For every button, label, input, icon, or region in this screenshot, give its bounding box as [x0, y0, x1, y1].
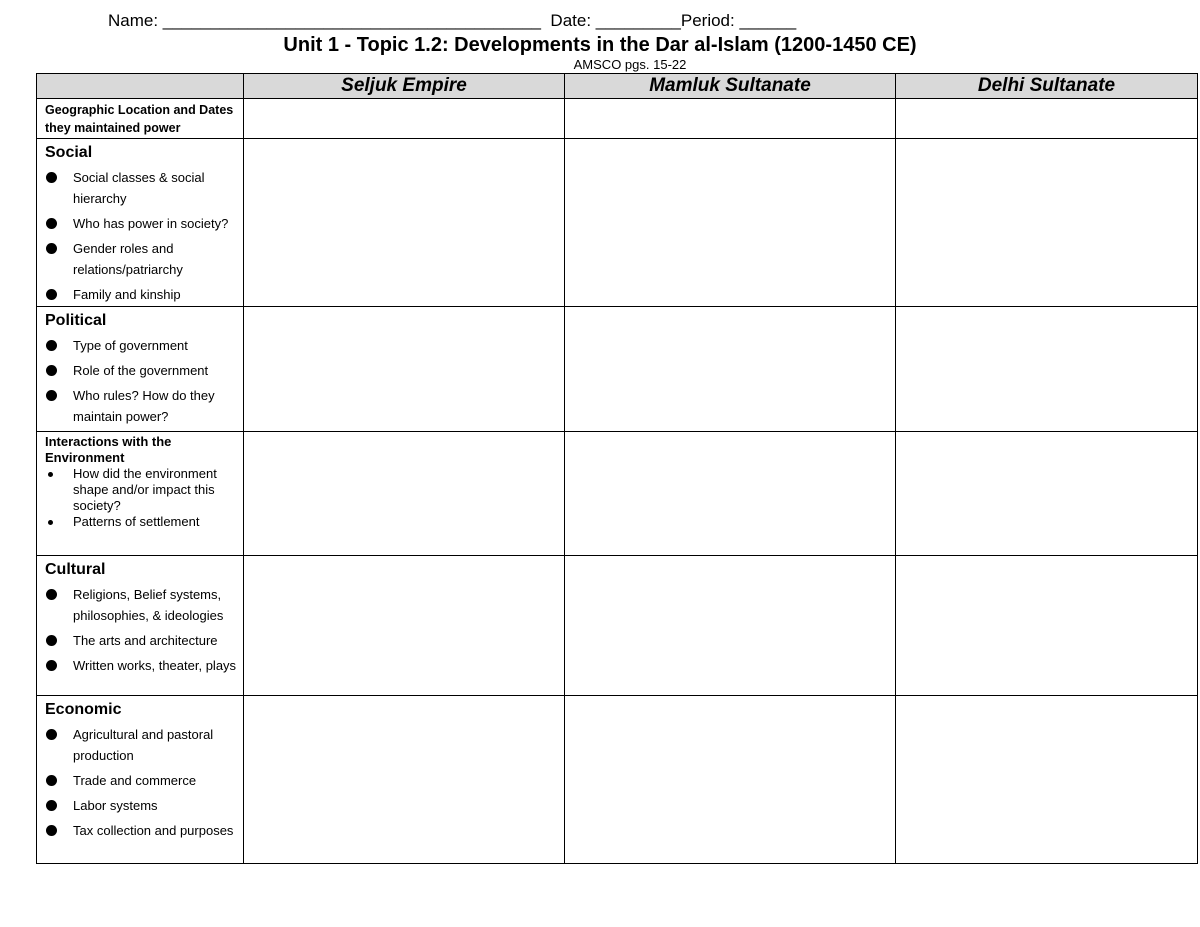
bullet-text: Gender roles and relations/patriarchy [73, 241, 183, 277]
row-cultural [37, 556, 1198, 696]
answer-cell-mamluk-economic[interactable] [565, 696, 896, 864]
list-item [45, 167, 239, 209]
list-item [45, 655, 239, 676]
cultural-bullet-list [45, 584, 239, 676]
answer-cell-seljuk-geo[interactable] [244, 99, 565, 139]
list-item [45, 284, 239, 305]
bullet-icon [48, 520, 53, 525]
row-label-cell [37, 99, 244, 139]
bullet-icon [46, 289, 57, 300]
cultural-title: Cultural [45, 561, 106, 578]
bullet-text: Social classes & social hierarchy [73, 170, 205, 206]
row-economic [37, 696, 1198, 864]
answer-cell-seljuk-political[interactable] [244, 307, 565, 432]
bullet-text: Religions, Belief systems, philosophies, & ideologies [73, 587, 224, 623]
bullet-text: Written works, theater, plays [73, 658, 237, 673]
political-bullet-list [45, 335, 239, 427]
geographic-location-label: Geographic Location and Dates they maintained power [45, 103, 234, 135]
list-item [45, 770, 239, 791]
answer-cell-delhi-geo[interactable] [896, 99, 1198, 139]
answer-cell-seljuk-environment[interactable] [244, 432, 565, 556]
list-item [45, 335, 239, 356]
environment-bullet-list [45, 466, 239, 530]
list-item [45, 724, 239, 766]
row-label-cell [37, 432, 244, 556]
bullet-text: How did the environment shape and/or impact this society? [73, 466, 217, 513]
list-item [45, 238, 239, 280]
list-item [45, 584, 239, 626]
list-item [45, 385, 239, 427]
economic-bullet-list [45, 724, 239, 841]
list-item [45, 820, 239, 841]
worksheet-subtitle: AMSCO pgs. 15-22 [573, 57, 687, 72]
answer-cell-delhi-economic[interactable] [896, 696, 1198, 864]
bullet-text: Who has power in society? [73, 216, 229, 231]
environment-title: Interactions with the Environment [45, 434, 172, 465]
bullet-icon [46, 589, 57, 600]
social-title: Social [45, 144, 93, 161]
answer-cell-seljuk-economic[interactable] [244, 696, 565, 864]
bullet-icon [46, 243, 57, 254]
bullet-text: Tax collection and purposes [73, 823, 234, 838]
answer-cell-seljuk-social[interactable] [244, 139, 565, 307]
comparison-chart [36, 73, 1198, 864]
row-label-cell [37, 139, 244, 307]
answer-cell-mamluk-political[interactable] [565, 307, 896, 432]
bullet-text: Type of government [73, 338, 188, 353]
column-header-mamluk: Mamluk Sultanate [565, 74, 896, 99]
bullet-text: Patterns of settlement [73, 514, 200, 529]
row-label-cell [37, 307, 244, 432]
bullet-icon [48, 472, 53, 477]
row-label-cell [37, 556, 244, 696]
list-item [45, 213, 239, 234]
bullet-icon [46, 800, 57, 811]
bullet-text: The arts and architecture [73, 633, 218, 648]
row-geographic-location [37, 99, 1198, 139]
bullet-icon [46, 172, 57, 183]
answer-cell-mamluk-environment[interactable] [565, 432, 896, 556]
economic-title: Economic [45, 701, 122, 718]
list-item [45, 795, 239, 816]
list-item [45, 360, 239, 381]
bullet-icon [46, 340, 57, 351]
answer-cell-mamluk-cultural[interactable] [565, 556, 896, 696]
list-item [45, 514, 239, 530]
bullet-text: Family and kinship [73, 287, 181, 302]
bullet-text: Who rules? How do they maintain power? [73, 388, 215, 424]
row-social [37, 139, 1198, 307]
worksheet-title: Unit 1 - Topic 1.2: Developments in the Dar al-Islam (1200-1450 CE) [283, 34, 917, 56]
bullet-text: Labor systems [73, 798, 158, 813]
corner-cell [37, 74, 244, 99]
column-header-seljuk: Seljuk Empire [244, 74, 565, 99]
answer-cell-delhi-political[interactable] [896, 307, 1198, 432]
column-header-delhi: Delhi Sultanate [896, 74, 1198, 99]
row-environment [37, 432, 1198, 556]
bullet-text: Role of the government [73, 363, 209, 378]
bullet-icon [46, 365, 57, 376]
bullet-icon [46, 218, 57, 229]
list-item [45, 466, 239, 514]
answer-cell-delhi-cultural[interactable] [896, 556, 1198, 696]
answer-cell-delhi-social[interactable] [896, 139, 1198, 307]
row-label-cell [37, 696, 244, 864]
list-item [45, 630, 239, 651]
bullet-icon [46, 635, 57, 646]
bullet-text: Trade and commerce [73, 773, 197, 788]
social-bullet-list [45, 167, 239, 305]
bullet-icon [46, 390, 57, 401]
name-date-period-line: Name: ________________________________________ Date: _________Period: ______ [108, 11, 797, 30]
row-political [37, 307, 1198, 432]
header-row [37, 74, 1198, 99]
answer-cell-mamluk-geo[interactable] [565, 99, 896, 139]
bullet-icon [46, 825, 57, 836]
answer-cell-delhi-environment[interactable] [896, 432, 1198, 556]
bullet-icon [46, 775, 57, 786]
political-title: Political [45, 312, 107, 329]
bullet-text: Agricultural and pastoral production [73, 727, 214, 763]
bullet-icon [46, 729, 57, 740]
bullet-icon [46, 660, 57, 671]
answer-cell-mamluk-social[interactable] [565, 139, 896, 307]
answer-cell-seljuk-cultural[interactable] [244, 556, 565, 696]
